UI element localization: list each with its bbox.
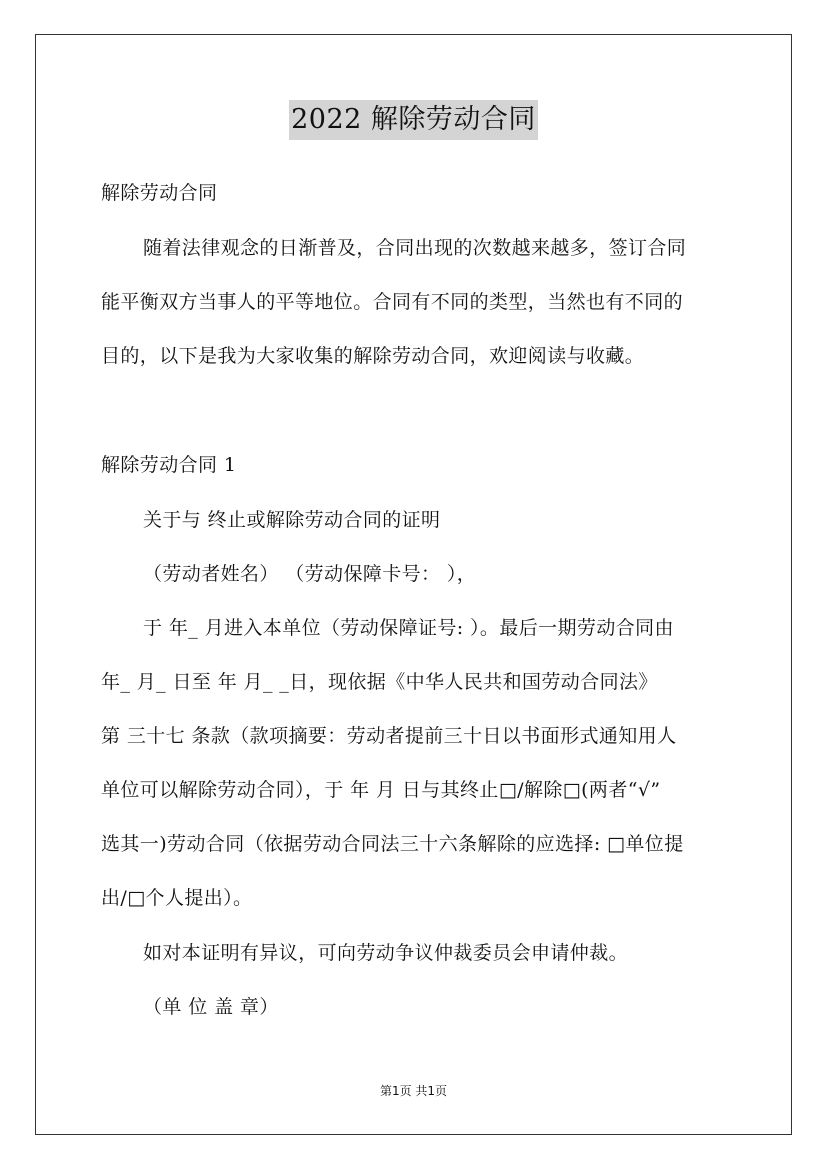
contract1-body-line-3: 第 三十七 条款（款项摘要：劳动者提前三十日以书面形式通知用人	[101, 725, 677, 747]
intro-line-2: 能平衡双方当事人的平等地位。合同有不同的类型，当然也有不同的	[101, 291, 684, 313]
contract1-name-line: （劳动者姓名） （劳动保障卡号： ），	[143, 563, 477, 585]
contract1-body-line-1: 于 年_ 月进入本单位（劳动保障证号: ）。最后一期劳动合同由	[143, 617, 674, 639]
contract1-body-line-4: 单位可以解除劳动合同），于 年 月 日与其终止□/解除□(两者“√”	[101, 779, 661, 801]
contract1-body-line-5: 选其一)劳动合同（依据劳动合同法三十六条解除的应选择: □单位提	[101, 833, 684, 855]
intro-line-3: 目的，以下是我为大家收集的解除劳动合同，欢迎阅读与收藏。	[101, 345, 645, 367]
intro-line-1: 随着法律观念的日渐普及，合同出现的次数越来越多，签订合同	[143, 237, 687, 259]
contract1-seal-line: （单 位 盖 章）	[143, 996, 279, 1018]
section-heading: 解除劳动合同	[101, 182, 218, 204]
contract1-subtitle: 关于与 终止或解除劳动合同的证明	[143, 509, 441, 531]
contract1-body-line-6: 出/□个人提出）。	[101, 887, 253, 909]
contract1-dispute-line: 如对本证明有异议，可向劳动争议仲裁委员会申请仲裁。	[143, 942, 629, 964]
document-title: 2022 解除劳动合同	[289, 100, 538, 140]
contract1-heading: 解除劳动合同 1	[101, 454, 237, 476]
contract1-body-line-2: 年_ 月_ 日至 年 月_ _日，现依据《中华人民共和国劳动合同法》	[101, 671, 658, 693]
document-title-block	[0, 100, 827, 140]
page-footer: 第1页 共1页	[379, 1084, 448, 1098]
